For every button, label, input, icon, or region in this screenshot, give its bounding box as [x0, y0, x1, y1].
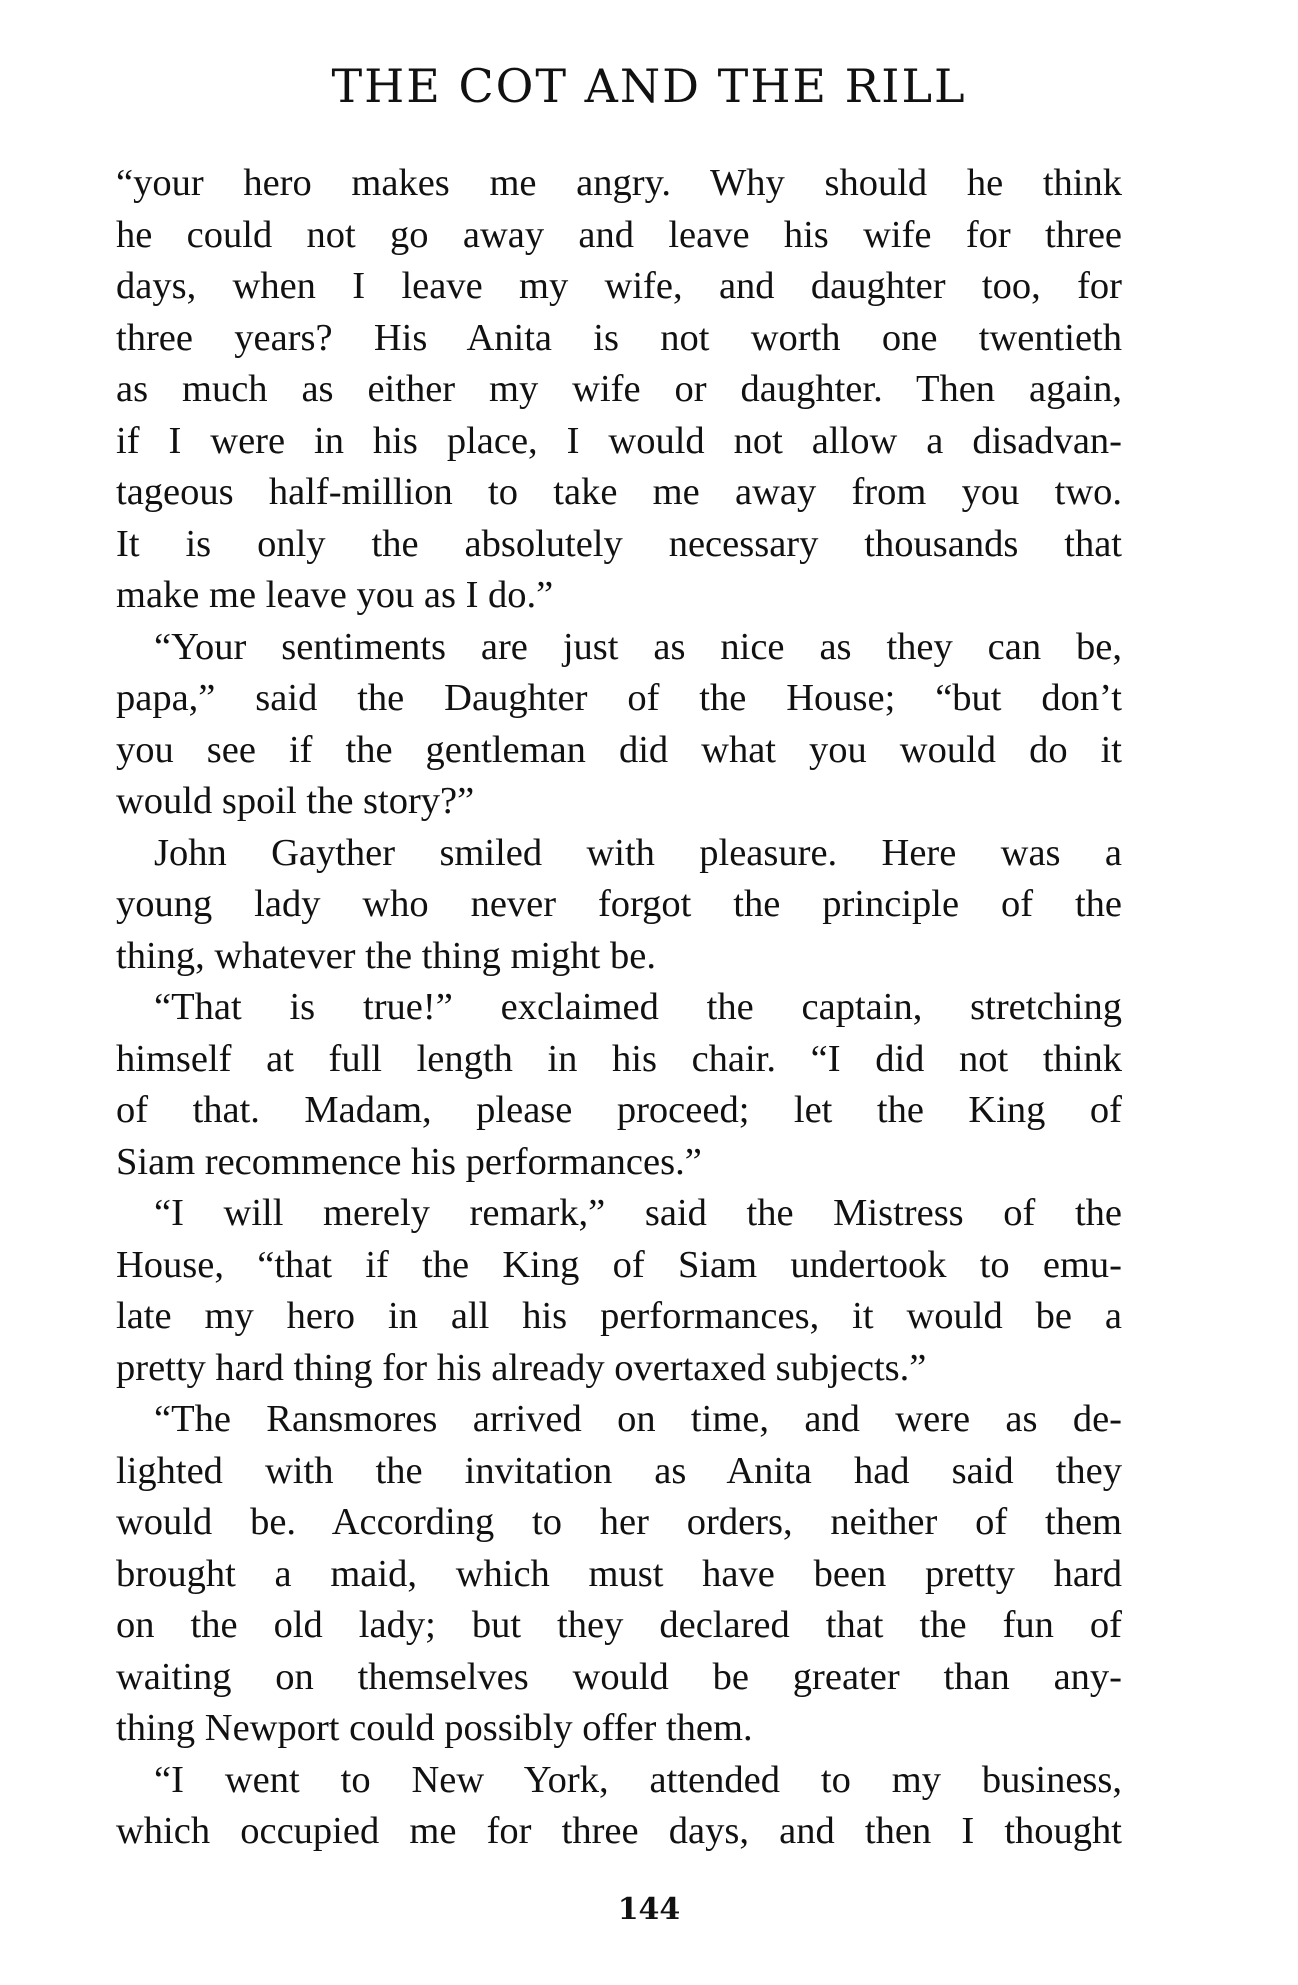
- text-line: waiting on themselves would be greater than any-: [116, 1655, 1122, 1698]
- text-line: It is only the absolutely necessary thousands that: [116, 522, 1122, 565]
- text-line: make me leave you as I do.”: [116, 574, 554, 616]
- body-text: [116, 158, 1122, 1858]
- text-line: “The Ransmores arrived on time, and were as de-: [154, 1398, 1122, 1440]
- paragraph: [116, 828, 1122, 983]
- text-line: thing Newport could possibly offer them.: [116, 1707, 753, 1749]
- text-line: young lady who never forgot the principle of the: [116, 883, 1122, 925]
- text-line: “I went to New York, attended to my business,: [154, 1758, 1122, 1801]
- text-line: you see if the gentleman did what you would do it: [116, 728, 1122, 771]
- text-line: pretty hard thing for his already overtaxed subjects.”: [116, 1346, 927, 1389]
- text-line: three years? His Anita is not worth one twentieth: [116, 316, 1122, 359]
- paragraph: [116, 158, 1122, 622]
- text-line: lighted with the invitation as Anita had said they: [116, 1449, 1122, 1492]
- paragraph: [116, 982, 1122, 1188]
- text-line: brought a maid, which must have been pretty hard: [116, 1552, 1122, 1595]
- text-line: thing, whatever the thing might be.: [116, 934, 656, 977]
- text-line: as much as either my wife or daughter. Then again,: [116, 368, 1122, 410]
- text-line: days, when I leave my wife, and daughter too, for: [116, 265, 1122, 307]
- text-line: which occupied me for three days, and then I thought: [116, 1810, 1122, 1852]
- text-line: himself at full length in his chair. “I did not think: [116, 1037, 1122, 1080]
- paragraph: [116, 1188, 1122, 1394]
- text-line: late my hero in all his performances, it would be a: [116, 1295, 1122, 1337]
- paragraph: [116, 622, 1122, 828]
- text-line: papa,” said the Daughter of the House; “but don’t: [116, 677, 1122, 719]
- text-line: “your hero makes me angry. Why should he think: [116, 162, 1122, 204]
- text-line: he could not go away and leave his wife for three: [116, 213, 1122, 256]
- text-line: House, “that if the King of Siam undertook to emu-: [116, 1243, 1122, 1286]
- text-line: “Your sentiments are just as nice as they can be,: [154, 625, 1122, 668]
- paragraph: [116, 1394, 1122, 1755]
- text-line: “I will merely remark,” said the Mistress of the: [154, 1192, 1122, 1234]
- text-line: of that. Madam, please proceed; let the King of: [116, 1089, 1122, 1131]
- text-line: “That is true!” exclaimed the captain, stretching: [154, 986, 1122, 1028]
- running-head: THE COT AND THE RILL: [331, 59, 967, 113]
- text-line: if I were in his place, I would not allow a disadvan-: [116, 419, 1122, 462]
- text-line: tageous half-million to take me away from you two.: [116, 471, 1122, 513]
- paragraph: [116, 1755, 1122, 1858]
- page-number: 144: [617, 1892, 681, 1927]
- text-line: would spoil the story?”: [116, 780, 475, 822]
- text-line: on the old lady; but they declared that the fun of: [116, 1604, 1122, 1646]
- text-line: John Gayther smiled with pleasure. Here was a: [154, 831, 1122, 874]
- text-line: Siam recommence his performances.”: [116, 1140, 702, 1183]
- text-line: would be. According to her orders, neither of them: [116, 1501, 1122, 1543]
